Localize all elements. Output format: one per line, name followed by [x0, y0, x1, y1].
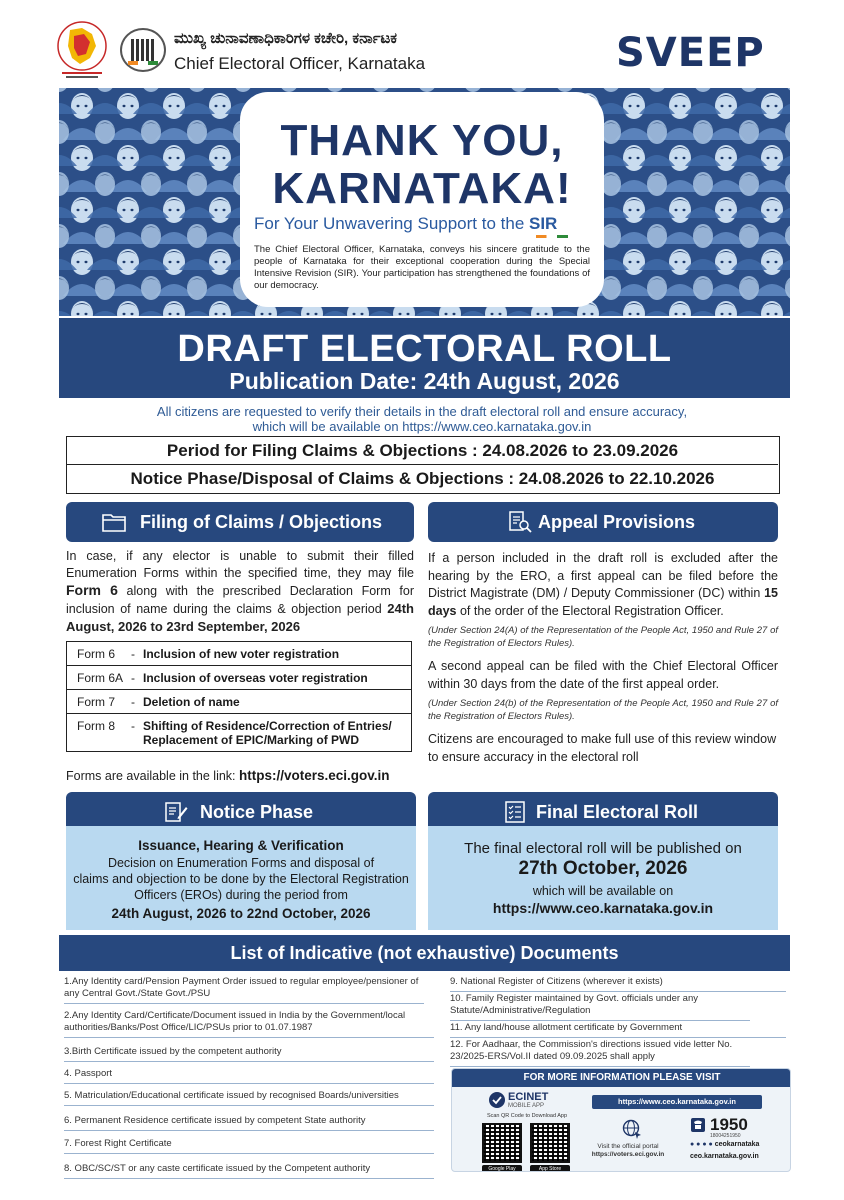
eci-ballot-logo	[120, 28, 166, 72]
list-item: 10. Family Register maintained by Govt. officials under any Statute/Administrative/Regulation	[450, 993, 750, 1021]
social-icons: ● ● ● ●	[690, 1141, 715, 1148]
list-item: 6. Permanent Residence certificate issued by competent State authority	[64, 1115, 434, 1131]
final-line: which will be available on	[532, 884, 674, 898]
final-url[interactable]: https://www.ceo.karnataka.gov.in	[492, 900, 714, 916]
list-item: 2.Any Identity Card/Certificate/Document issued in India by the Government/local authorities/Banks/Post Office/LIC/PSUs prior to 01.07.1987	[64, 1010, 434, 1038]
final-section-header: Final Electoral Roll	[428, 792, 778, 832]
filing-period: Period for Filing Claims & Objections : 24.08.2026 to 23.09.2026	[67, 437, 778, 465]
ecinet-logo-icon	[488, 1091, 506, 1109]
list-item: 7. Forest Right Certificate	[64, 1138, 434, 1154]
appeal-section-header: Appeal Provisions	[428, 502, 778, 542]
ecinet-subtitle: MOBILE APP	[508, 1103, 545, 1109]
thank-you-body: The Chief Electoral Officer, Karnataka, conveys his sincere gratitude to the people of Karnataka for their exceptional cooperation during the Special Intensive Revision (SIR). Your participation has strengthened the foundations of our democracy.	[254, 244, 590, 291]
list-item: 1.Any Identity card/Pension Payment Order issued to regular employee/pensioner of any Central Govt./State Govt./PSU	[64, 976, 424, 1004]
list-item: 5. Matriculation/Educational certificate issued by recognised Boards/universities	[64, 1090, 434, 1106]
verify-note: All citizens are requested to verify their details in the draft electoral roll and ensure accuracy, which will be available on https://www.ceo.karnataka.gov.in	[156, 404, 688, 434]
helpline-number: 1950	[710, 1115, 748, 1134]
notice-section-header: Notice Phase	[66, 792, 416, 832]
app-store-badge[interactable]: App Store	[530, 1165, 570, 1172]
forms-table	[66, 641, 412, 752]
scan-qr-label: Scan QR Code to Download App	[486, 1113, 568, 1119]
list-item: 3.Birth Certificate issued by the competent authority	[64, 1046, 434, 1062]
help-url[interactable]: ceo.karnataka.gov.in	[690, 1153, 759, 1160]
list-item: 12. For Aadhaar, the Commission's directions issued vide letter No. 23/2025-ERS/Vol.II dated 09.09.2025 shall apply	[450, 1039, 750, 1067]
visit-portal-text: Visit the official portal https://voters.eci.gov.in	[591, 1143, 665, 1158]
notice-line: Decision on Enumeration Forms and disposal of	[107, 856, 375, 870]
social-handles: ● ● ● ● ceokarnataka	[690, 1141, 760, 1148]
thank-you-card	[240, 92, 604, 307]
filing-section-header: Filing of Claims / Objections	[66, 502, 414, 542]
folder-icon	[102, 511, 126, 533]
list-item: 9. National Register of Citizens (wherever it exists)	[450, 976, 786, 992]
notepad-pen-icon	[164, 801, 188, 823]
helpline-block	[690, 1115, 780, 1167]
final-date: 27th October, 2026	[518, 858, 688, 879]
forms-link[interactable]: https://voters.eci.gov.in	[239, 768, 390, 783]
final-line: The final electoral roll will be published on	[464, 840, 742, 857]
notice-subtitle: Issuance, Hearing & Verification	[138, 838, 344, 853]
portal-url[interactable]: https://www.ceo.karnataka.gov.in	[592, 1095, 762, 1109]
qr-code-android[interactable]	[482, 1123, 522, 1163]
draft-roll-title: DRAFT ELECTORAL ROLL	[177, 328, 672, 370]
org-name-english: Chief Electoral Officer, Karnataka	[174, 54, 426, 73]
thank-you-title-line2: KARNATAKA!	[272, 164, 572, 213]
form-row: Form 6A - Inclusion of overseas voter registration	[67, 666, 411, 690]
thank-you-title-line1: THANK YOU,	[280, 116, 564, 165]
thank-you-subtitle: For Your Unwavering Support to the SIR	[254, 214, 558, 233]
final-roll-box	[428, 826, 778, 930]
form-row: Form 7 - Deletion of name	[67, 690, 411, 714]
publication-date: Publication Date: 24th August, 2026	[229, 368, 620, 394]
ecinet-app-card	[478, 1089, 576, 1171]
form-row: Form 6 - Inclusion of new voter registration	[67, 642, 411, 666]
ecinet-title: ECINET	[508, 1091, 549, 1103]
list-item: 4. Passport	[64, 1068, 434, 1084]
helpline-tollfree: 18004251950	[710, 1133, 741, 1139]
page-header	[0, 0, 844, 88]
periods-box	[66, 436, 780, 494]
tricolor-underline	[536, 235, 568, 238]
filing-instructions: In case, if any elector is unable to submit their filled Enumeration Forms within the specified time, they may file Form 6 along with the prescribed Declaration Form for inclusion of name during the claims & objection period 24th August, 2026 to 23rd September, 2026	[66, 549, 414, 634]
appeal-provisions-text: If a person included in the draft roll is excluded after the hearing by the ERO, a first appeal can be filed before the District Magistrate (DM) / Deputy Commissioner (DC) within 15 days of the order of the Electoral Registration Officer. (Under Section 24(A) of the Representation of the People Act, 1950 and Rule 27 of the Registration of Electors Rules). A second appeal can be filed with the Chief Electoral Officer within 30 days from the date of the first appeal order. (Under Section 24(b) of the Representation of the People Act, 1950 and Rule 27 of the Registration of Electors Rules). Citizens are encouraged to make full use of this review window to ensure accuracy in the electoral roll	[428, 551, 778, 764]
notice-line: claims and objection to be done by the Electoral Registration	[73, 872, 409, 886]
more-info-title: FOR MORE INFORMATION PLEASE VISIT	[452, 1069, 791, 1087]
karnataka-ceo-logo	[52, 18, 112, 80]
notice-phase-box	[66, 826, 416, 930]
document-search-icon	[508, 511, 532, 533]
google-play-badge[interactable]: Google Play	[482, 1165, 522, 1172]
documents-heading: List of Indicative (not exhaustive) Documents	[59, 935, 790, 971]
qr-code-ios[interactable]	[530, 1123, 570, 1163]
forms-link-line: Forms are available in the link: https://voters.eci.gov.in	[66, 768, 390, 783]
checklist-icon	[504, 801, 528, 823]
draft-roll-banner	[59, 318, 790, 398]
notice-dates: 24th August, 2026 to 22nd October, 2026	[111, 906, 371, 921]
org-name-kannada: ಮುಖ್ಯ ಚುನಾವಣಾಧಿಕಾರಿಗಳ ಕಚೇರಿ, ಕರ್ನಾಟಕ	[174, 30, 398, 47]
more-info-panel	[451, 1068, 791, 1172]
notice-line: Officers (EROs) during the period from	[134, 888, 348, 902]
notice-period: Notice Phase/Disposal of Claims & Objections : 24.08.2026 to 22.10.2026	[130, 469, 715, 488]
sveep-logo: SVEEP	[616, 30, 765, 76]
globe-click-icon	[622, 1119, 642, 1139]
form-row: Form 8 - Shifting of Residence/Correction of Entries/ Replacement of EPIC/Marking of PWD	[77, 719, 392, 747]
list-item: 11. Any land/house allotment certificate by Government	[450, 1022, 786, 1038]
phone-icon	[690, 1117, 706, 1133]
list-item: 8. OBC/SC/ST or any caste certificate issued by the Competent authority	[64, 1163, 434, 1179]
